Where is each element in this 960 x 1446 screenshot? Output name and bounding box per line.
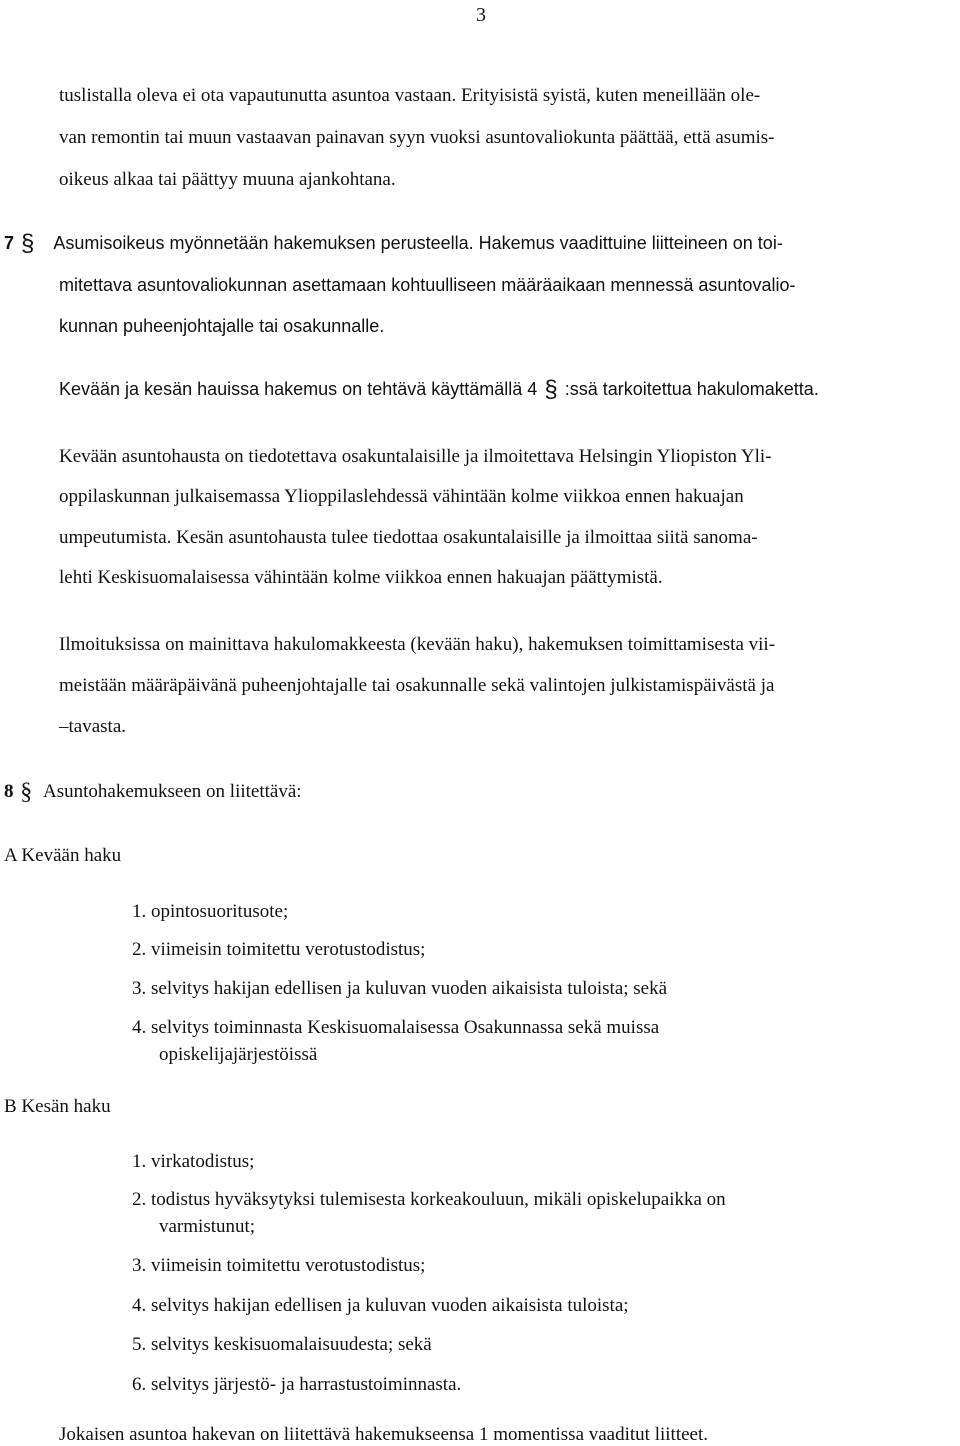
group-a-title: A Kevään haku	[4, 845, 122, 866]
list-item-continuation: varmistunut;	[159, 1216, 256, 1237]
list-item: 1. virkatodistus;	[132, 1151, 255, 1172]
section-sign: §	[544, 376, 558, 403]
section-sign: §	[21, 230, 35, 257]
paragraph-line: van remontin tai muun vastaavan painavan syyn vuoksi asuntovaliokunta päättää, että asumis-	[59, 127, 775, 148]
list-item-continuation: opiskelijajärjestöissä	[159, 1044, 318, 1065]
paragraph-line: oppilaskunnan julkaisemassa Ylioppilaslehdessä vähintään kolme viikkoa ennen hakuajan	[59, 486, 744, 507]
section-number: 8	[4, 781, 14, 802]
paragraph-line: Ilmoituksissa on mainittava hakulomakkeesta (kevään haku), hakemuksen toimittamisesta vii-	[59, 634, 776, 655]
section-8-heading	[4, 780, 302, 804]
group-b-title: B Kesän haku	[4, 1096, 111, 1117]
list-item: 4. selvitys toiminnasta Keskisuomalaisessa Osakunnassa sekä muissa	[132, 1017, 660, 1038]
list-item: 4. selvitys hakijan edellisen ja kuluvan vuoden aikaisista tuloista;	[132, 1295, 629, 1316]
paragraph-line: tuslistalla oleva ei ota vapautunutta asuntoa vastaan. Erityisistä syistä, kuten meneillään ole-	[59, 85, 761, 106]
paragraph-line: –tavasta.	[59, 716, 127, 737]
paragraph-line: meistään määräpäivänä puheenjohtajalle tai osakunnalle sekä valintojen julkistamispäivästä ja	[59, 675, 775, 696]
list-item: 1. opintosuoritusote;	[132, 901, 289, 922]
closing-paragraph: Jokaisen asuntoa hakevan on liitettävä hakemukseensa 1 momentissa vaaditut liitteet.	[59, 1424, 708, 1445]
list-item: 3. viimeisin toimitettu verotustodistus;	[132, 1255, 426, 1276]
list-item: 2. viimeisin toimitettu verotustodistus;	[132, 939, 426, 960]
section-sign: §	[20, 779, 33, 805]
section-7-heading	[4, 232, 783, 256]
haku-paragraph	[59, 378, 819, 402]
page-number: 3	[476, 4, 486, 26]
section-number: 7	[4, 233, 15, 253]
paragraph-line: Kevään asuntohausta on tiedotettava osakuntalaisille ja ilmoitettava Helsingin Yliopiston Yli-	[59, 446, 772, 467]
list-item: 2. todistus hyväksytyksi tulemisesta korkeakouluun, mikäli opiskelupaikka on	[132, 1189, 726, 1210]
list-item: 5. selvitys keskisuomalaisuudesta; sekä	[132, 1334, 432, 1355]
paragraph-line: umpeutumista. Kesän asuntohausta tulee tiedottaa osakuntalaisille ja ilmoittaa siitä sanoma-	[59, 527, 758, 548]
list-item: 6. selvitys järjestö- ja harrastustoiminnasta.	[132, 1374, 462, 1395]
paragraph-line: lehti Keskisuomalaisessa vähintään kolme viikkoa ennen hakuajan päättymistä.	[59, 567, 663, 588]
paragraph-line: oikeus alkaa tai päättyy muuna ajankohtana.	[59, 169, 396, 190]
list-item: 3. selvitys hakijan edellisen ja kuluvan vuoden aikaisista tuloista; sekä	[132, 978, 668, 999]
section-7-text: Asumisoikeus myönnetään hakemuksen perusteella. Hakemus vaadittuine liitteineen on toi-	[53, 233, 783, 253]
haku-text-after: :ssä tarkoitettua hakulomaketta.	[564, 379, 819, 399]
section-8-text: Asuntohakemukseen on liitettävä:	[43, 781, 302, 802]
haku-text-before: Kevään ja kesän hauissa hakemus on tehtävä käyttämällä 4	[59, 379, 538, 399]
paragraph-line: mitettava asuntovaliokunnan asettamaan kohtuulliseen määräaikaan mennessä asuntovalio-	[59, 275, 796, 295]
paragraph-line: kunnan puheenjohtajalle tai osakunnalle.	[59, 316, 385, 336]
